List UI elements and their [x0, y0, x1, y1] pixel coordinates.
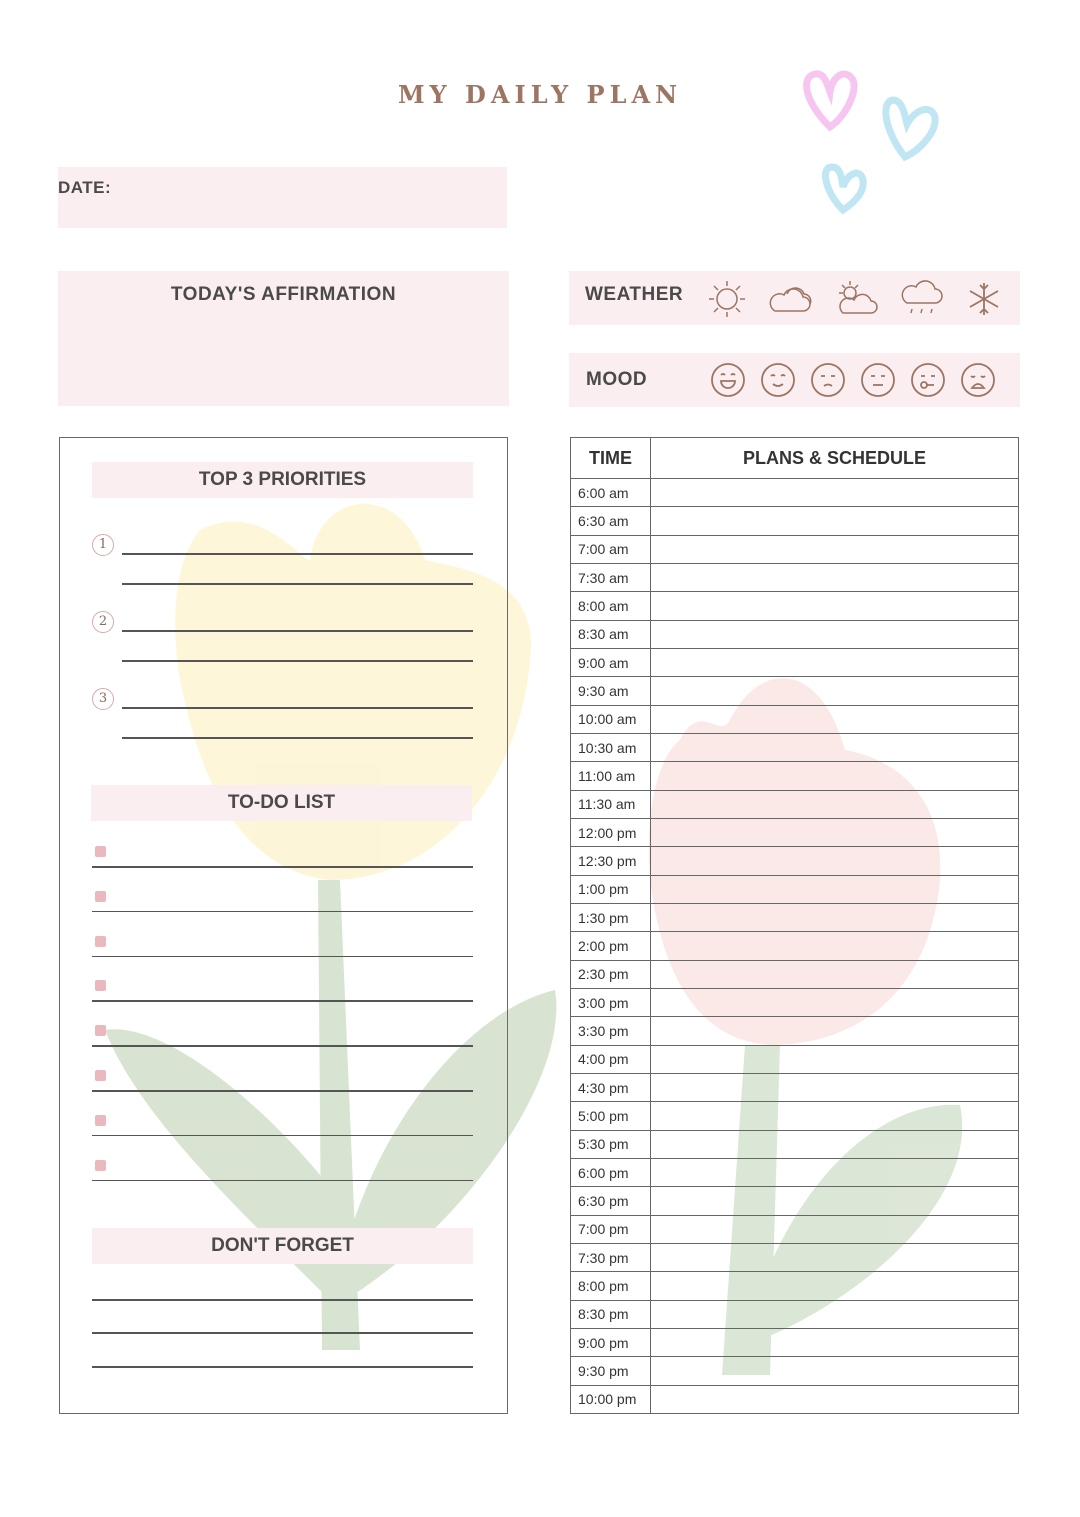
todo-line[interactable]	[92, 866, 473, 868]
plan-cell[interactable]	[651, 705, 1019, 733]
time-cell: 8:30 pm	[571, 1300, 651, 1328]
schedule-row	[571, 790, 1019, 818]
schedule-row	[571, 1158, 1019, 1186]
plan-cell[interactable]	[651, 875, 1019, 903]
time-cell: 11:00 am	[571, 762, 651, 790]
schedule-row	[571, 762, 1019, 790]
schedule-row	[571, 1385, 1019, 1413]
plans-header: PLANS & SCHEDULE	[651, 438, 1019, 479]
todo-checkbox[interactable]	[95, 936, 106, 947]
time-cell: 8:00 pm	[571, 1272, 651, 1300]
mood-row	[569, 353, 1020, 407]
plan-cell[interactable]	[651, 1272, 1019, 1300]
priority-line[interactable]	[122, 707, 473, 709]
laughing-face-icon[interactable]	[710, 362, 746, 398]
time-cell: 7:30 pm	[571, 1243, 651, 1271]
schedule-row	[571, 875, 1019, 903]
plan-cell[interactable]	[651, 1328, 1019, 1356]
time-cell: 6:00 pm	[571, 1158, 651, 1186]
time-cell: 10:00 pm	[571, 1385, 651, 1413]
weather-label: WEATHER	[585, 284, 684, 305]
todo-checkbox[interactable]	[95, 980, 106, 991]
time-cell: 5:30 pm	[571, 1130, 651, 1158]
plan-cell[interactable]	[651, 1300, 1019, 1328]
todo-line[interactable]	[92, 1135, 473, 1137]
plan-cell[interactable]	[651, 620, 1019, 648]
plan-cell[interactable]	[651, 818, 1019, 846]
priority-line[interactable]	[122, 737, 473, 739]
snowflake-icon[interactable]	[965, 279, 1003, 319]
time-cell: 4:00 pm	[571, 1045, 651, 1073]
schedule-row	[571, 1328, 1019, 1356]
schedule-row	[571, 1187, 1019, 1215]
todo-line[interactable]	[92, 911, 473, 913]
time-cell: 6:00 am	[571, 479, 651, 507]
time-cell: 4:30 pm	[571, 1073, 651, 1101]
todo-line[interactable]	[92, 1090, 473, 1092]
schedule-row	[571, 705, 1019, 733]
todo-checkbox[interactable]	[95, 1160, 106, 1171]
todo-checkbox[interactable]	[95, 1070, 106, 1081]
time-cell: 11:30 am	[571, 790, 651, 818]
schedule-row	[571, 847, 1019, 875]
plan-cell[interactable]	[651, 1385, 1019, 1413]
time-cell: 7:00 am	[571, 535, 651, 563]
schedule-row	[571, 1300, 1019, 1328]
rain-icon[interactable]	[901, 279, 943, 319]
time-cell: 9:30 pm	[571, 1357, 651, 1385]
time-header: TIME	[571, 438, 651, 479]
schedule-row	[571, 1272, 1019, 1300]
schedule-row	[571, 932, 1019, 960]
todo-checkbox[interactable]	[95, 1115, 106, 1126]
plan-cell[interactable]	[651, 479, 1019, 507]
schedule-row	[571, 563, 1019, 591]
dont-forget-line[interactable]	[92, 1299, 473, 1301]
priority-number: 1	[92, 534, 114, 556]
date-label: DATE:	[58, 178, 112, 197]
partly-sunny-icon[interactable]	[835, 279, 879, 319]
schedule-row	[571, 592, 1019, 620]
plan-cell[interactable]	[651, 1243, 1019, 1271]
schedule-row	[571, 677, 1019, 705]
schedule-row	[571, 1102, 1019, 1130]
priority-line[interactable]	[122, 583, 473, 585]
sad-face-icon[interactable]	[810, 362, 846, 398]
schedule-table	[570, 437, 1019, 1414]
schedule-row	[571, 988, 1019, 1016]
affirmation-label: TODAY'S AFFIRMATION	[170, 284, 397, 305]
time-cell: 9:00 am	[571, 648, 651, 676]
plan-cell[interactable]	[651, 563, 1019, 591]
schedule-row	[571, 535, 1019, 563]
plan-cell[interactable]	[651, 988, 1019, 1016]
priority-line[interactable]	[122, 660, 473, 662]
plan-cell[interactable]	[651, 535, 1019, 563]
priority-line[interactable]	[122, 553, 473, 555]
schedule-row	[571, 1215, 1019, 1243]
plan-cell[interactable]	[651, 762, 1019, 790]
plan-cell[interactable]	[651, 847, 1019, 875]
plan-cell[interactable]	[651, 960, 1019, 988]
time-cell: 7:00 pm	[571, 1215, 651, 1243]
affirmation-field[interactable]	[58, 271, 509, 406]
time-cell: 10:00 am	[571, 705, 651, 733]
schedule-row	[571, 733, 1019, 761]
todo-line[interactable]	[92, 1045, 473, 1047]
plan-cell[interactable]	[651, 932, 1019, 960]
time-cell: 3:30 pm	[571, 1017, 651, 1045]
time-cell: 5:00 pm	[571, 1102, 651, 1130]
schedule-row	[571, 1357, 1019, 1385]
schedule-row	[571, 479, 1019, 507]
smiling-face-icon[interactable]	[760, 362, 796, 398]
plan-cell[interactable]	[651, 1017, 1019, 1045]
dont-forget-header: DON'T FORGET	[92, 1228, 473, 1264]
plan-cell[interactable]	[651, 507, 1019, 535]
plan-cell[interactable]	[651, 1158, 1019, 1186]
plan-cell[interactable]	[651, 592, 1019, 620]
plan-cell[interactable]	[651, 903, 1019, 931]
schedule-row	[571, 1045, 1019, 1073]
time-cell: 2:00 pm	[571, 932, 651, 960]
plan-cell[interactable]	[651, 1130, 1019, 1158]
time-cell: 7:30 am	[571, 563, 651, 591]
priority-number: 3	[92, 688, 114, 710]
plan-cell[interactable]	[651, 648, 1019, 676]
priority-line[interactable]	[122, 630, 473, 632]
crying-face-icon[interactable]	[910, 362, 946, 398]
plan-cell[interactable]	[651, 1045, 1019, 1073]
todo-header: TO-DO LIST	[91, 785, 472, 821]
cloud-icon[interactable]	[769, 279, 813, 319]
schedule-row	[571, 903, 1019, 931]
time-cell: 12:30 pm	[571, 847, 651, 875]
upset-face-icon[interactable]	[960, 362, 996, 398]
time-cell: 12:00 pm	[571, 818, 651, 846]
plan-cell[interactable]	[651, 1357, 1019, 1385]
todo-checkbox[interactable]	[95, 891, 106, 902]
schedule-row	[571, 507, 1019, 535]
mood-label: MOOD	[586, 369, 648, 390]
time-cell: 9:30 am	[571, 677, 651, 705]
schedule-row	[571, 620, 1019, 648]
sun-icon[interactable]	[707, 279, 747, 319]
dont-forget-line[interactable]	[92, 1332, 473, 1334]
todo-line[interactable]	[92, 956, 473, 958]
schedule-row	[571, 1073, 1019, 1101]
time-cell: 1:30 pm	[571, 903, 651, 931]
schedule-row	[571, 1017, 1019, 1045]
time-cell: 10:30 am	[571, 733, 651, 761]
schedule-row	[571, 1130, 1019, 1158]
time-cell: 1:00 pm	[571, 875, 651, 903]
hearts-decoration	[795, 62, 945, 222]
priority-number: 2	[92, 611, 114, 633]
schedule-row	[571, 960, 1019, 988]
plan-cell[interactable]	[651, 790, 1019, 818]
time-cell: 2:30 pm	[571, 960, 651, 988]
todo-checkbox[interactable]	[95, 846, 106, 857]
plan-cell[interactable]	[651, 1102, 1019, 1130]
time-cell: 6:30 pm	[571, 1187, 651, 1215]
date-field[interactable]	[58, 167, 507, 228]
plan-cell[interactable]	[651, 733, 1019, 761]
todo-line[interactable]	[92, 1000, 473, 1002]
plan-cell[interactable]	[651, 1073, 1019, 1101]
neutral-face-icon[interactable]	[860, 362, 896, 398]
weather-row	[569, 271, 1020, 325]
plan-cell[interactable]	[651, 1215, 1019, 1243]
todo-line[interactable]	[92, 1180, 473, 1182]
plan-cell[interactable]	[651, 1187, 1019, 1215]
time-cell: 9:00 pm	[571, 1328, 651, 1356]
schedule-row	[571, 1243, 1019, 1271]
plan-cell[interactable]	[651, 677, 1019, 705]
page-title: MY DAILY PLAN	[397, 80, 683, 109]
dont-forget-line[interactable]	[92, 1366, 473, 1368]
schedule-row	[571, 648, 1019, 676]
time-cell: 8:30 am	[571, 620, 651, 648]
schedule-row	[571, 818, 1019, 846]
todo-checkbox[interactable]	[95, 1025, 106, 1036]
time-cell: 8:00 am	[571, 592, 651, 620]
time-cell: 3:00 pm	[571, 988, 651, 1016]
priorities-header: TOP 3 PRIORITIES	[92, 462, 473, 498]
time-cell: 6:30 am	[571, 507, 651, 535]
